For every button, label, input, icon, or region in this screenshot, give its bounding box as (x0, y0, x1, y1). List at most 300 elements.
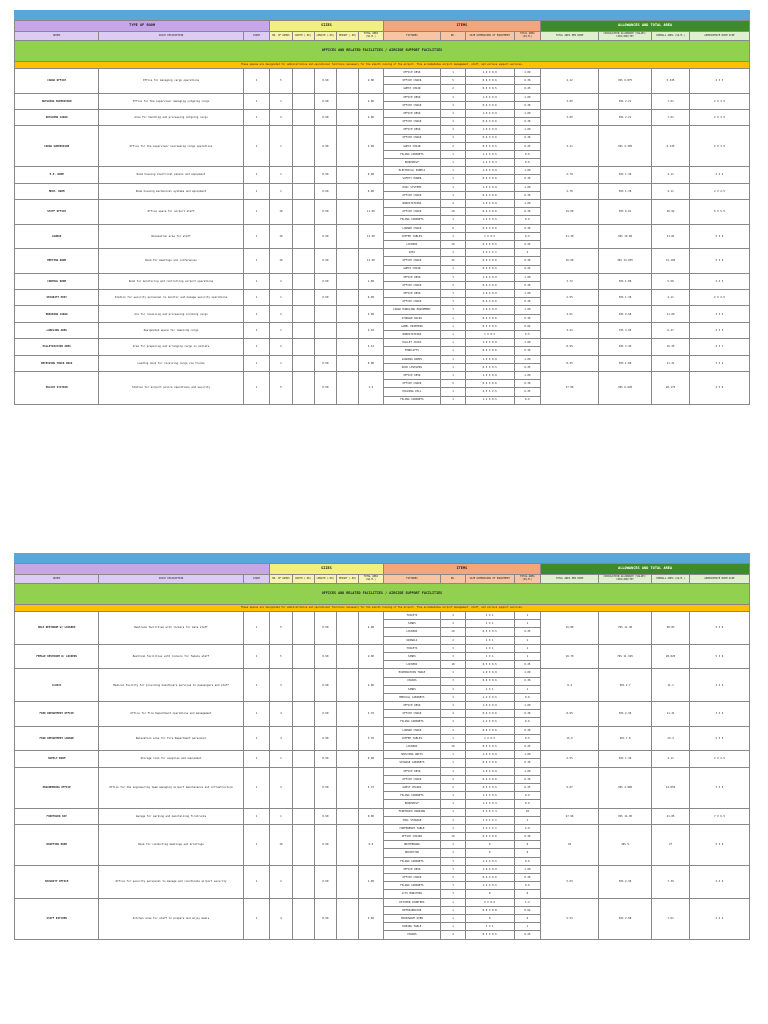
room-height (336, 644, 358, 669)
fixture-name: WORKSTATIONS (383, 331, 441, 339)
fixture-qty: 1 (441, 865, 465, 873)
fixture-dimensions: 1.2 X 0.3 (465, 800, 514, 808)
type-of-room-header-blank (15, 564, 270, 575)
room-height (336, 93, 358, 109)
col-count: COUNT (243, 575, 270, 584)
room-count: 1 (243, 808, 270, 824)
circulation-value: 1.36 (625, 189, 632, 193)
room-height (336, 249, 358, 274)
fixture-dimensions: 0.5 X 0.5 (465, 322, 514, 330)
room-area: 4.72 (359, 767, 383, 808)
fixture-qty: 3 (441, 652, 465, 660)
fixture-unit-area: 0.25 (514, 743, 541, 751)
fixture-qty: 3 (441, 644, 465, 652)
circulation-value: 6.01 (625, 210, 632, 214)
fixture-qty: 1 (441, 183, 465, 191)
fixture-name: LOUNGE CHAIR (383, 726, 441, 734)
fixture-dimensions: 0 (465, 841, 514, 849)
fixture-qty: 1 (441, 216, 465, 224)
room-description: Room for monitoring and controlling airport operations (99, 273, 243, 289)
col-no: NO. (441, 575, 465, 584)
fixture-qty: 5 (441, 77, 465, 85)
total-area-per-room: 16.80 (541, 612, 599, 645)
approx-room-size: 2 X 3.5 (689, 93, 749, 109)
fixture-name: BOOKSHELF (383, 159, 441, 167)
table-row (15, 306, 750, 314)
fixture-qty: 1 (441, 339, 465, 347)
fixture-dimensions: 0 (465, 914, 514, 922)
table-row (15, 865, 750, 873)
approx-room-size: 3 X 4 (689, 355, 749, 371)
fixture-dimensions: 1.0 X 0.9 (465, 339, 514, 347)
fixture-unit-area: 0.36 (514, 874, 541, 882)
fixture-name: OFFICE CHAIR (383, 281, 441, 289)
room-name: BRIEFING ROOM (15, 824, 99, 865)
fixture-qty: 1 (441, 191, 465, 199)
total-area-per-room: 2.70 (541, 167, 599, 183)
fixture-unit-area: 1.00 (514, 767, 541, 775)
room-description: Garage for parking and maintaining firetrucks (99, 808, 243, 824)
room-description: Are for receiving and processing incoming cargo (99, 306, 243, 322)
fixture-qty: 1 (441, 792, 465, 800)
fixture-name: FILING CABINETS (383, 150, 441, 158)
total-area-per-room: 2.55 (541, 290, 599, 306)
fixture-qty: 1 (441, 150, 465, 158)
col-total-area: TOTAL AREA (SQ.M.) (359, 575, 383, 584)
room-length: 0.90 (314, 126, 336, 167)
fixture-unit-area: 1.00 (514, 183, 541, 191)
table-row (15, 200, 750, 208)
room-area: 11.50 (359, 249, 383, 274)
room-width (292, 322, 314, 338)
schedule-sheet-2 (14, 553, 750, 940)
room-area: 3.60 (359, 898, 383, 939)
room-width (292, 824, 314, 865)
fixture-qty: 3 (441, 677, 465, 685)
col-dimensions: SIZE DIMENSIONS OF EQUIPMENT (465, 575, 514, 584)
room-length (314, 339, 336, 355)
room-height (336, 767, 358, 808)
fixture-qty: 1 (441, 396, 465, 404)
fixture-name: LOCKERS (383, 661, 441, 669)
fixture-unit-area: 0.36 (514, 118, 541, 126)
fixture-qty: 4 (441, 710, 465, 718)
approx-room-size: 5 X 5.5 (689, 200, 749, 225)
table-row (15, 290, 750, 298)
room-length: 0.90 (314, 273, 336, 289)
table-row (15, 339, 750, 347)
room-height (336, 612, 358, 645)
room-width (292, 702, 314, 727)
fixture-name: FILING CABINETS (383, 792, 441, 800)
table-row (15, 726, 750, 734)
circulation-percent: 30% (618, 814, 623, 818)
room-description: Room for meetings and conferences (99, 249, 243, 274)
fixture-name: PROJECTOR (383, 849, 441, 857)
circulation-percent: 30% (618, 785, 623, 789)
circulation-percent: 30% (618, 916, 624, 920)
circulation-allowance (598, 339, 651, 355)
circulation-value: 6.020 (624, 386, 633, 390)
section-title: OFFICES AND RELATED FACILITIES / AIRSIDE SUPPORT FACILITIES (15, 584, 750, 605)
fixture-unit-area: 0.5 (514, 232, 541, 240)
fixture-qty: 1 (441, 167, 465, 175)
col-equip-area: TOTAL AREA (SQ.M.) (514, 32, 541, 41)
circulation-allowance (598, 224, 651, 249)
room-count: 1 (243, 273, 270, 289)
room-length: 0.90 (314, 290, 336, 306)
fixture-unit-area: 18 (514, 808, 541, 816)
room-name: POLICE STATION (15, 371, 99, 404)
room-height (336, 200, 358, 225)
room-users: 3 (270, 669, 292, 702)
fixture-unit-area: 0.25 (514, 85, 541, 93)
circulation-percent: 30% (618, 99, 624, 103)
fixture-dimensions: 0.6 X 0.6 (465, 208, 514, 216)
room-length: 0.90 (314, 183, 336, 199)
fixture-dimensions: 1 X 1 (465, 923, 514, 931)
col-width: WIDTH (.00) (292, 32, 314, 41)
sheet-top-bar (14, 553, 750, 563)
fixture-qty: 1 (441, 331, 465, 339)
table-row (15, 273, 750, 281)
fixture-dimensions: 1.0 X 0.9 (465, 355, 514, 363)
overall-area: 31.81 (652, 224, 690, 249)
fixture-dimensions: 1 X 0.5 (465, 331, 514, 339)
room-area: 11.50 (359, 200, 383, 225)
room-height (336, 69, 358, 94)
fixture-dimensions: 1 X 1 (465, 612, 514, 620)
room-count: 1 (243, 200, 270, 225)
fixture-unit-area: 0.36 (514, 101, 541, 109)
fixture-qty: 10 (441, 628, 465, 636)
room-width (292, 371, 314, 404)
circulation-value: 1.36 (625, 757, 632, 761)
fixture-unit-area: 0 (514, 914, 541, 922)
room-height (336, 167, 358, 183)
circulation-percent: 30% (618, 712, 624, 716)
fixture-name: OFFICE CHAIR (383, 208, 441, 216)
fixture-unit-area: 0.36 (514, 775, 541, 783)
total-area-per-room: 5.03 (541, 865, 599, 898)
fixture-qty: 1 (441, 347, 465, 355)
room-length: 0.90 (314, 167, 336, 183)
room-length: 0.90 (314, 93, 336, 109)
fixture-qty: 1 (441, 109, 465, 117)
fixture-unit-area: 2.0 (514, 824, 541, 832)
fixture-qty: 1 (441, 93, 465, 101)
fixture-dimensions: 0.6 X 0.6 (465, 118, 514, 126)
circulation-value: 13.035 (623, 259, 633, 263)
room-description: Area for preparing and arranging cargo on pallets (99, 339, 243, 355)
room-users: 5 (270, 69, 292, 94)
room-name: MECH. ROOM (15, 183, 99, 199)
fixture-name: FILING CABINETS (383, 882, 441, 890)
circulation-percent: 30% (618, 361, 624, 365)
room-area: 2.90 (359, 612, 383, 645)
circulation-percent: 30% (618, 880, 624, 884)
room-name: FIRE DEPARTMENT LOUNGE (15, 726, 99, 751)
approx-room-size: 2 X 2.5 (689, 751, 749, 767)
fixture-qty: 10 (441, 240, 465, 248)
fixture-dimensions: 1.0 X 0.9 (465, 371, 514, 379)
fixture-unit-area: 0.6 (514, 857, 541, 865)
fixture-unit-area: 1.00 (514, 69, 541, 77)
total-area-per-room: 3.72 (541, 273, 599, 289)
fixture-dimensions: 0.6 X 0.6 (465, 874, 514, 882)
room-name: E.E. ROOM (15, 167, 99, 183)
approx-room-size: 5 X 6 (689, 224, 749, 249)
circulation-percent: 30% (618, 189, 624, 193)
room-count: 1 (243, 69, 270, 94)
room-description: Office for managing cargo operations (99, 69, 243, 94)
room-length: 0.90 (314, 726, 336, 751)
space-schedule-table (14, 20, 750, 405)
fixture-unit-area: 0 (514, 849, 541, 857)
room-length: 0.90 (314, 249, 336, 274)
room-count: 1 (243, 669, 270, 702)
table-row (15, 767, 750, 775)
fixture-unit-area: 1 (514, 636, 541, 644)
room-name: CARGO OFFICE (15, 69, 99, 94)
circulation-value: 2.36 (625, 712, 632, 716)
room-length: 0.90 (314, 898, 336, 939)
fixture-qty: 1 (441, 126, 465, 134)
fixture-qty: 5 (441, 380, 465, 388)
fixture-dimensions: 0.6 X 0.6 (465, 314, 514, 322)
fixture-qty: 1 (441, 232, 465, 240)
total-area-per-room: 4.61 (541, 306, 599, 322)
circulation-allowance (598, 109, 651, 125)
circulation-value: 2.21 (625, 116, 632, 120)
room-users: 2 (270, 339, 292, 355)
overall-area: 16.35 (652, 339, 690, 355)
overall-area: 4.11 (652, 183, 690, 199)
room-area: 0.90 (359, 751, 383, 767)
fixture-unit-area: 1.00 (514, 273, 541, 281)
fixture-dimensions: 1 X 1 (465, 644, 514, 652)
table-row (15, 751, 750, 759)
room-description: Office for the supervisor overseeing cargo operations (99, 126, 243, 167)
room-users: 3 (270, 767, 292, 808)
col-circulation: CIRCULATION ALLOWANCE (VALUE): CIRC/ADD/TOT (598, 32, 651, 41)
approx-room-size: 5 X 6 (689, 249, 749, 274)
circulation-percent: 70% (617, 654, 622, 658)
total-area-per-room: 9.07 (541, 767, 599, 808)
circulation-allowance (598, 767, 651, 808)
fixture-unit-area: 0.25 (514, 661, 541, 669)
fixture-dimensions: 0.5 X 0.5 (465, 265, 514, 273)
room-count: 1 (243, 865, 270, 898)
fixture-name: FIRETRUCK PARKING (383, 808, 441, 816)
fixture-qty: 1 (441, 734, 465, 742)
col-no-of-users: NO. OF USERS (270, 32, 292, 41)
fixture-name: SOFA (383, 249, 441, 257)
fixture-dimensions: 1.0 X 0.9 (465, 273, 514, 281)
fixture-name: COFFEE TABLES (383, 232, 441, 240)
room-count: 1 (243, 126, 270, 167)
circulation-percent: 70% (618, 328, 624, 332)
room-area: 0.90 (359, 167, 383, 183)
fixture-name: OFFICE CHAIR (383, 77, 441, 85)
room-name: MALE RESTROOM W/ LOCKERS (15, 612, 99, 645)
fixture-unit-area: 1.00 (514, 751, 541, 759)
room-count: 1 (243, 183, 270, 199)
fixture-qty: 2 (441, 783, 465, 791)
fixture-dimensions: 0.5 X 0.5 (465, 142, 514, 150)
fixture-unit-area: 1.00 (514, 339, 541, 347)
room-description: Area for handling and processing outgoing cargo (99, 109, 243, 125)
room-name: STAFF KITCHEN (15, 898, 99, 939)
overall-area: 11.09 (652, 306, 690, 322)
fixture-unit-area: 1.00 (514, 371, 541, 379)
fixture-qty: 6 (441, 224, 465, 232)
fixture-qty: 12 (441, 257, 465, 265)
room-width (292, 355, 314, 371)
items-header: ITEMS (383, 564, 541, 575)
fixture-name: LOCKERS (383, 743, 441, 751)
col-height: HEIGHT (.00) (336, 575, 358, 584)
fixture-name: CHAIRS (383, 677, 441, 685)
circulation-value: 3.40 (625, 345, 632, 349)
fixture-unit-area: 0.36 (514, 257, 541, 265)
room-area: 3.12 (359, 339, 383, 355)
room-users: 1 (270, 290, 292, 306)
fixture-unit-area: 0.36 (514, 281, 541, 289)
col-space-description: SPACE DESCRIPTION (99, 575, 243, 584)
circulation-percent: 70% (618, 626, 623, 630)
room-length: 0.90 (314, 751, 336, 767)
circulation-percent: 30% (619, 736, 625, 740)
circulation-percent: 30% (618, 279, 624, 283)
fixture-name: OFFICE CHAIR (383, 380, 441, 388)
room-length: 0.90 (314, 808, 336, 824)
fixture-qty: 1 (441, 273, 465, 281)
circulation-value: 2.7 (625, 683, 631, 687)
type-of-room-header: TYPE OF ROOM (15, 21, 270, 32)
overall-area: 5.58 (652, 273, 690, 289)
col-width: WIDTH (.00) (292, 575, 314, 584)
fixture-name: OFFICE CHAIR (383, 257, 441, 265)
col-space-description: SPACE DESCRIPTION (99, 32, 243, 41)
room-height (336, 290, 358, 306)
fixture-dimensions: 1 X 1 (465, 652, 514, 660)
room-description: Relaxation area for staff (99, 224, 243, 249)
room-users: 10 (270, 200, 292, 225)
col-total-area: TOTAL AREA (SQ.M.) (359, 32, 383, 41)
circulation-value: 3.03 (625, 328, 632, 332)
fixture-dimensions: 0.6 X 0.6 (465, 224, 514, 232)
fixture-name: SHELVING UNITS (383, 751, 441, 759)
fixture-unit-area: 0.25 (514, 628, 541, 636)
fixture-dimensions: 1 X 1 (465, 636, 514, 644)
circulation-value: 0.875 (624, 79, 633, 83)
fixture-qty: 1 (441, 101, 465, 109)
fixture-unit-area: 1 (514, 816, 541, 824)
fixture-unit-area: 0.25 (514, 240, 541, 248)
room-width (292, 808, 314, 824)
circulation-percent: 30% (618, 757, 624, 761)
fixture-qty: 1 (441, 388, 465, 396)
approx-room-size: 2 X 4 (689, 898, 749, 939)
fixture-dimensions: 1.0 X 0.9 (465, 751, 514, 759)
col-no-of-users: NO. OF USERS (270, 575, 292, 584)
circulation-allowance (598, 751, 651, 767)
room-height (336, 824, 358, 865)
table-row (15, 69, 750, 77)
fixture-unit-area: 0.5 (514, 734, 541, 742)
fixture-qty: 3 (441, 775, 465, 783)
fixture-name: FILING CABINETS (383, 396, 441, 404)
circulation-percent: 30% (618, 234, 623, 238)
circulation-allowance (598, 824, 651, 865)
room-length: 0.90 (314, 669, 336, 702)
fixture-unit-area: 1.2 (514, 898, 541, 906)
room-area: 2.00 (359, 669, 383, 702)
fixture-unit-area: 0.36 (514, 191, 541, 199)
fixture-name: SINKS (383, 652, 441, 660)
room-count: 1 (243, 249, 270, 274)
table-row (15, 224, 750, 232)
fixture-dimensions: 0.6 X 0.6 (465, 726, 514, 734)
fixture-dimensions: 1.2 X 0.5 (465, 150, 514, 158)
circulation-allowance (598, 93, 651, 109)
fixture-dimensions: 3 X 6 X 3 (465, 808, 514, 816)
fixture-dimensions: 1.0 X 0.9 (465, 109, 514, 117)
fixture-name: REFRIGERATOR (383, 906, 441, 914)
fixture-qty: 4 (441, 931, 465, 939)
approx-room-size: 3 X 4 (689, 306, 749, 322)
table-row (15, 612, 750, 620)
approx-room-size: 2 X 3.5 (689, 126, 749, 167)
total-area-per-room: 16.70 (541, 644, 599, 669)
room-width (292, 726, 314, 751)
fixture-unit-area: 0.36 (514, 677, 541, 685)
circulation-allowance (598, 898, 651, 939)
room-width (292, 249, 314, 274)
circulation-value: 2.21 (625, 99, 632, 103)
fixture-qty: 1 (441, 69, 465, 77)
room-area: 0.90 (359, 808, 383, 824)
room-count: 1 (243, 93, 270, 109)
fixture-name: OFFICE CHAIR (383, 298, 441, 306)
circulation-percent: 30% (618, 173, 624, 177)
fixture-name: TOILETS (383, 612, 441, 620)
fixture-name: OFFICE DESK (383, 702, 441, 710)
overall-area: 20.175 (652, 371, 690, 404)
room-length: 0.90 (314, 69, 336, 94)
room-name: FIRETRUCK BAY (15, 808, 99, 824)
fixture-unit-area: 1.00 (514, 865, 541, 873)
circulation-allowance (598, 290, 651, 306)
room-name: CLINIC (15, 669, 99, 702)
room-height (336, 109, 358, 125)
total-area-per-room: 17.60 (541, 371, 599, 404)
fixture-name: LOADING RAMPS (383, 355, 441, 363)
room-length: 0.90 (314, 612, 336, 645)
overall-area: 4.11 (652, 751, 690, 767)
fixture-name: OFFICE DESK (383, 290, 441, 298)
total-area-per-room: 3.44 (541, 322, 599, 338)
fixture-dimensions: 1.2 X 0.5 (465, 396, 514, 404)
room-width (292, 126, 314, 167)
circulation-allowance (598, 865, 651, 898)
room-height (336, 726, 358, 751)
room-users: 10 (270, 249, 292, 274)
fixture-name: GUEST CHAIR (383, 265, 441, 273)
fixture-unit-area: 1.00 (514, 669, 541, 677)
fixture-qty: 1 (441, 767, 465, 775)
